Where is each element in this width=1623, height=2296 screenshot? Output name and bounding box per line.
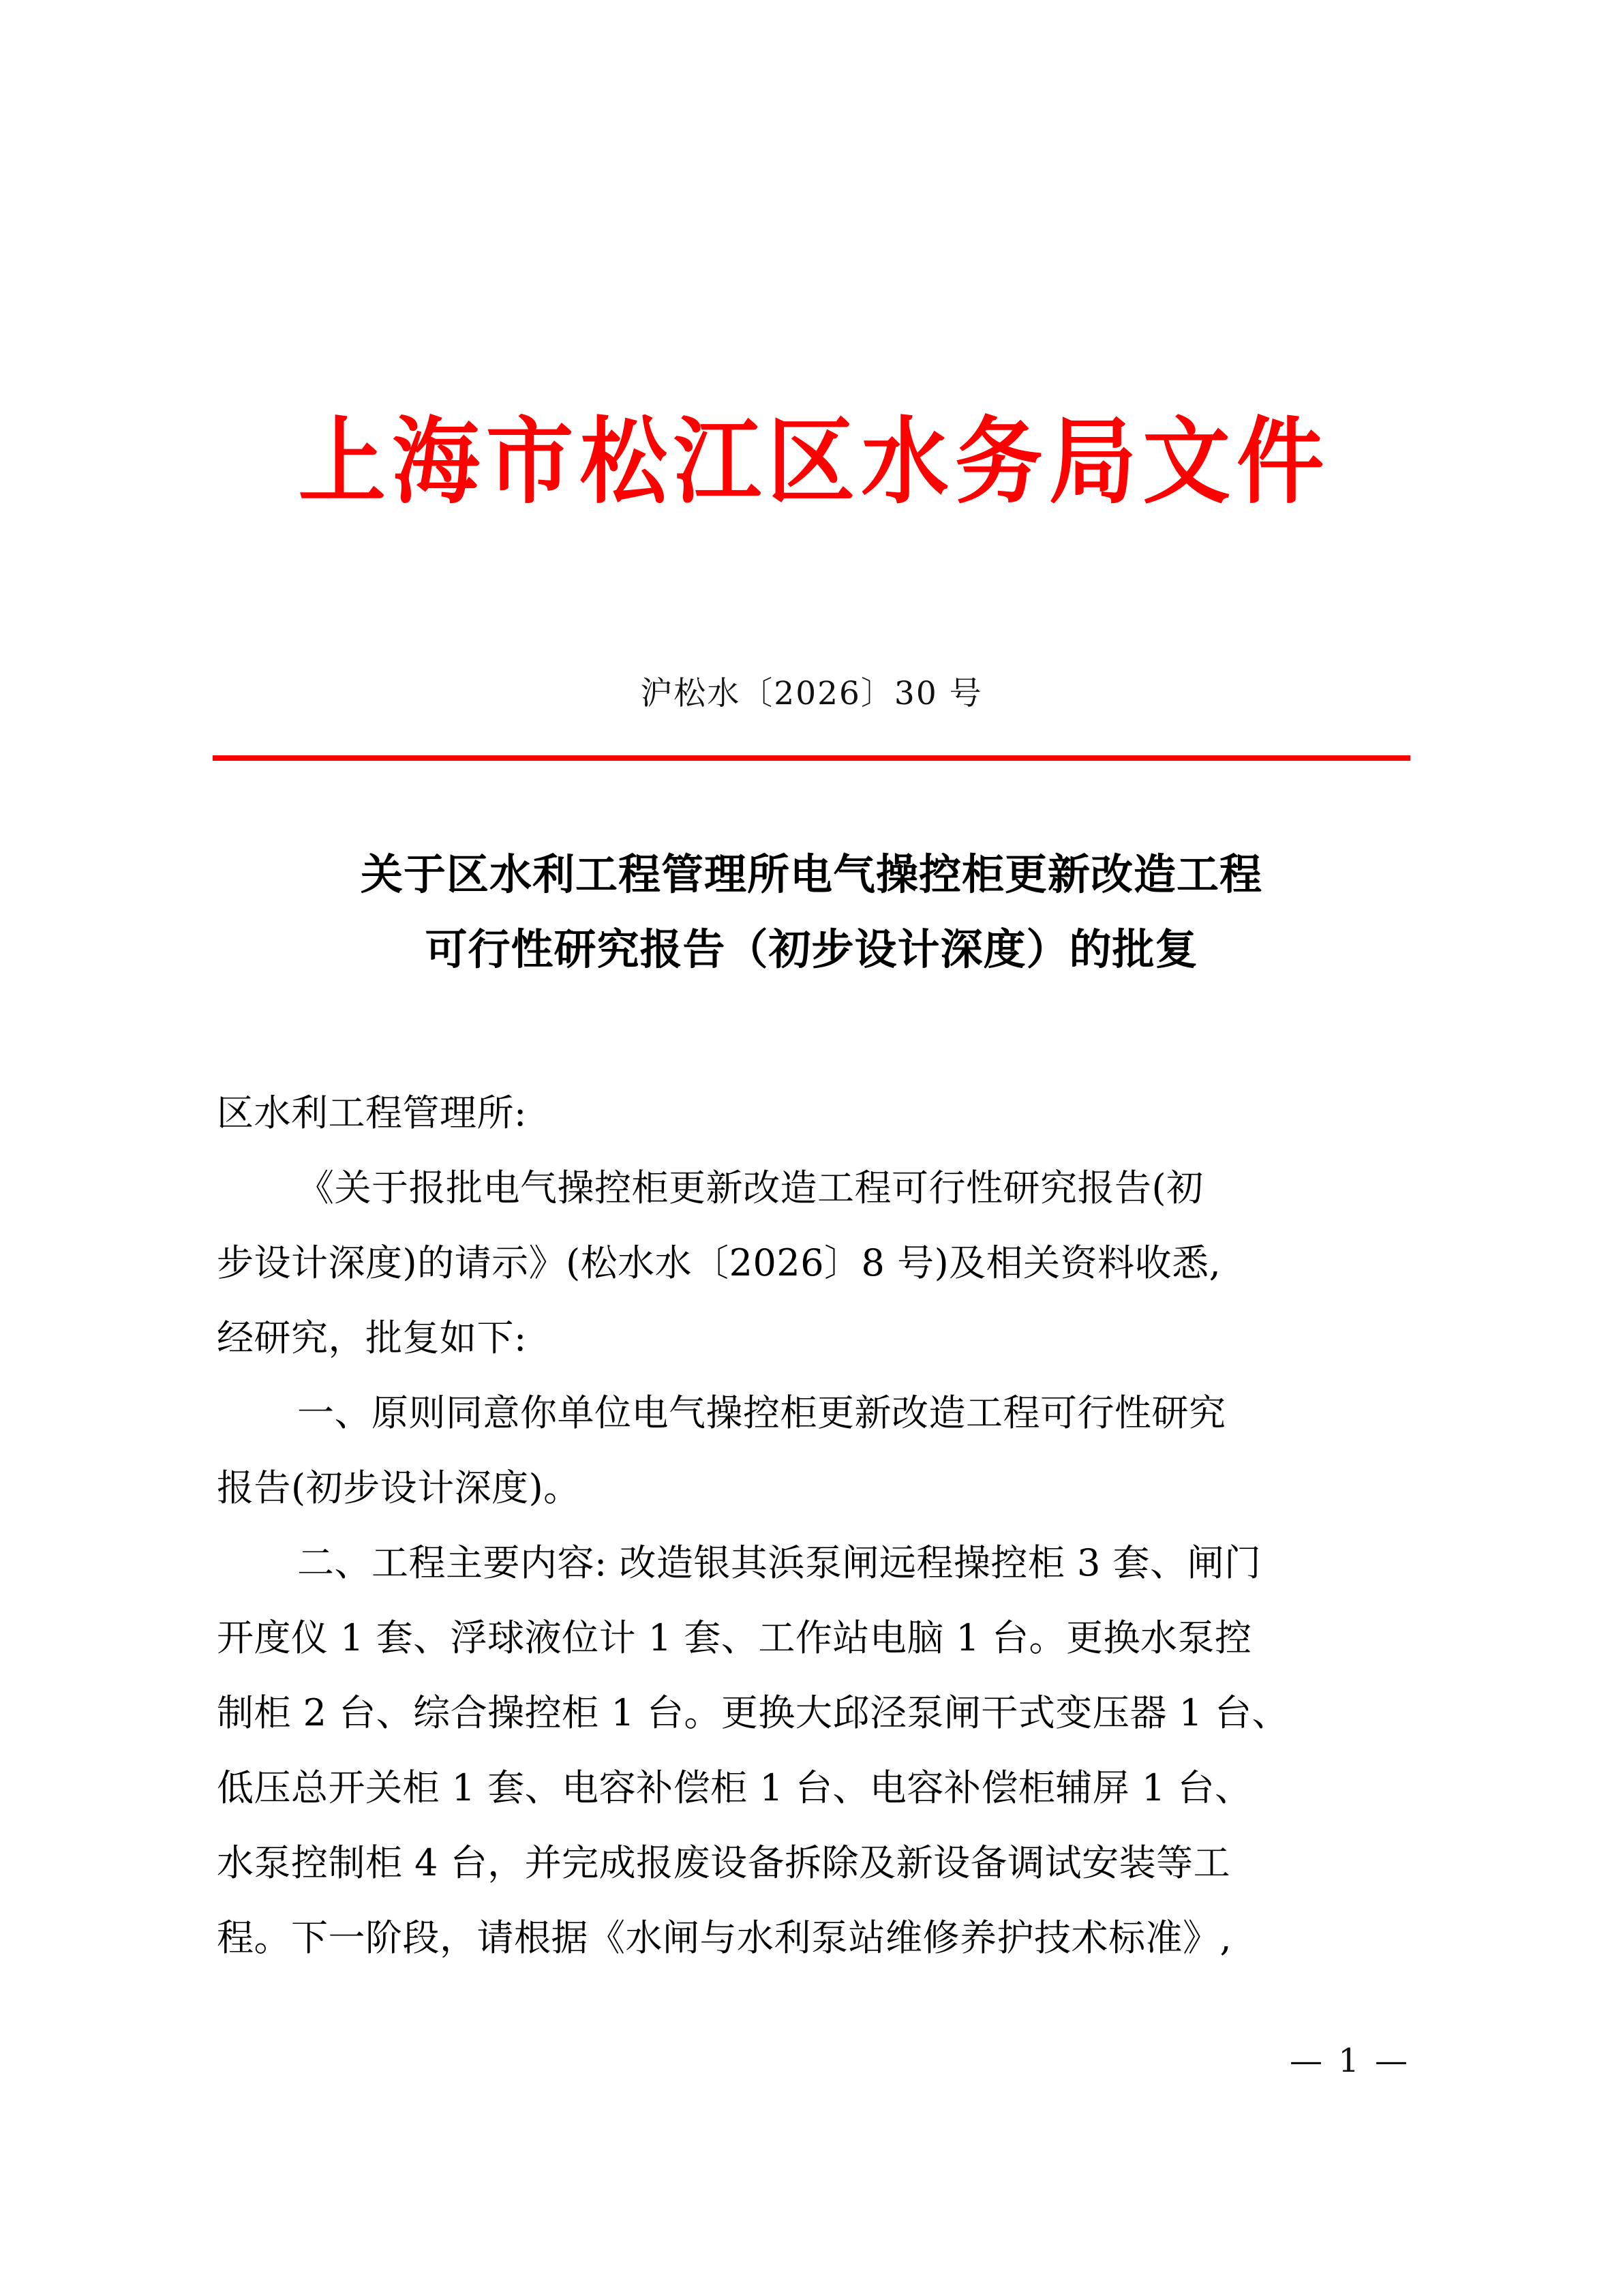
document-title-line-2: 可行性研究报告（初步设计深度）的批复: [425, 924, 1198, 975]
document-number: 沪松水〔2026〕30 号: [640, 675, 983, 712]
body-line: 程。下一阶段，请根据《水闸与水利泵站维修养护技术标准》,: [217, 1916, 1232, 1959]
body-line: 步设计深度)的请示》(松水水〔2026〕8 号)及相关资料收悉,: [217, 1241, 1222, 1284]
body-line: 开度仪 1 套、浮球液位计 1 套、工作站电脑 1 台。更换水泵控: [217, 1616, 1252, 1659]
body-line: 《关于报批电气操控柜更新改造工程可行性研究报告(初: [297, 1166, 1204, 1209]
body-line: 报告(初步设计深度)。: [217, 1466, 581, 1509]
document-body: [217, 1076, 1419, 1976]
salutation: 区水利工程管理所:: [217, 1091, 527, 1134]
page-number: — 1 —: [1289, 2042, 1410, 2080]
masthead-title: 上海市松江区水务局文件: [299, 406, 1331, 517]
document-title: [204, 837, 1419, 988]
document-title-line-1: 关于区水利工程管理所电气操控柜更新改造工程: [360, 849, 1262, 899]
body-line: 制柜 2 台、综合操控柜 1 台。更换大邱泾泵闸干式变压器 1 台、: [217, 1691, 1290, 1734]
body-line: 水泵控制柜 4 台，并完成报废设备拆除及新设备调试安装等工: [217, 1841, 1231, 1884]
masthead: [0, 406, 1623, 517]
body-line: 经研究，批复如下:: [217, 1316, 527, 1359]
body-line: 低压总开关柜 1 套、电容补偿柜 1 台、电容补偿柜辅屏 1 台、: [217, 1766, 1252, 1809]
red-separator-rule: [213, 755, 1410, 761]
body-line: 二、工程主要内容: 改造银其浜泵闸远程操控柜 3 套、闸门: [297, 1541, 1262, 1584]
body-line: 一、原则同意你单位电气操控柜更新改造工程可行性研究: [297, 1391, 1226, 1434]
